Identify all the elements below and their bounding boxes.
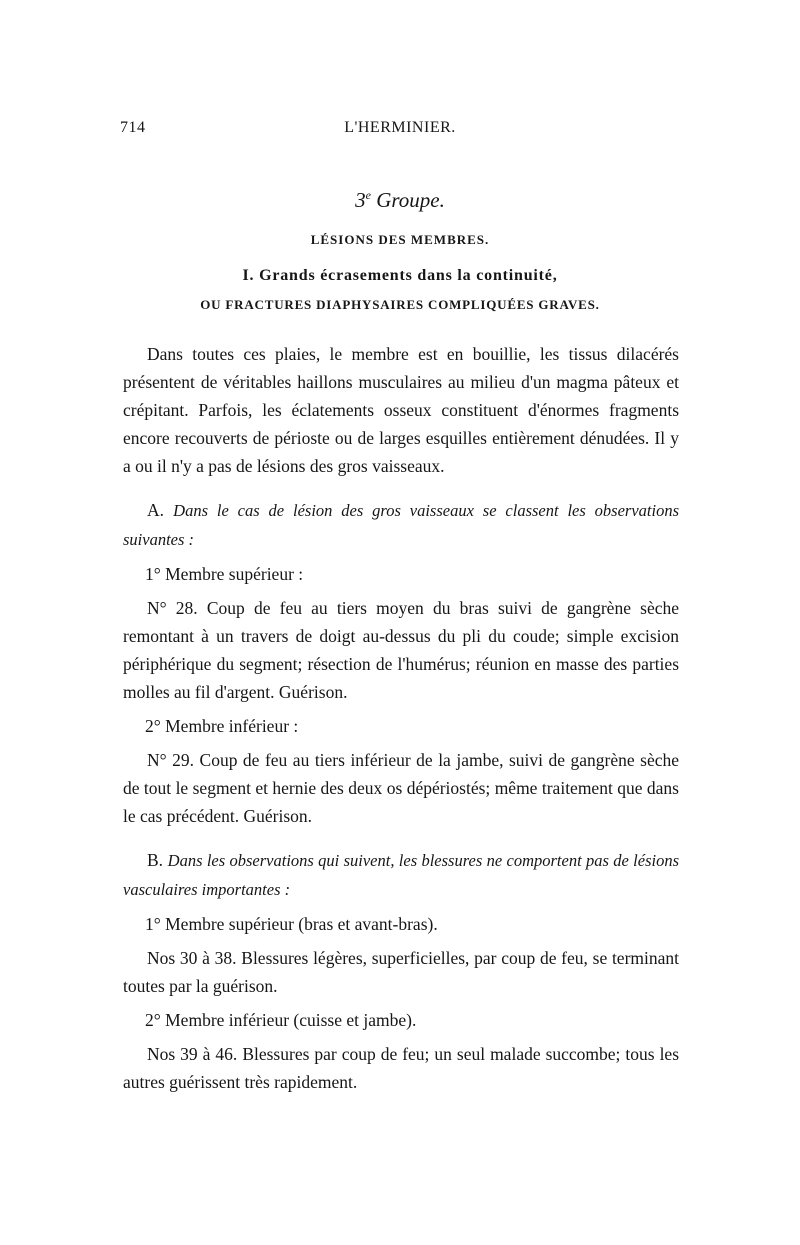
observations-30-38 [123, 944, 679, 1000]
group-number: 3 [355, 188, 366, 212]
page-number: 714 [120, 119, 146, 136]
observations-39-46 [123, 1040, 679, 1096]
part-a-subheading-lower: 2° Membre inférieur : [145, 716, 299, 736]
observation-28 [123, 594, 679, 706]
running-title: L'HERMINIER. [344, 119, 456, 136]
part-a-letter: A. [147, 500, 165, 520]
observation-29-label: N° 29. [147, 750, 195, 770]
group-number-suffix: e [365, 188, 371, 202]
part-b-subheading-upper: 1° Membre supérieur (bras et avant-bras). [145, 914, 438, 934]
main-text [123, 340, 679, 1096]
intro-paragraph: Dans toutes ces plaies, le membre est en bouillie, les tissus dilacérés présentent de véritables haillons musculaires au milieu d'un magma pâteux et crépitant. Parfois, les éclatements osseux constituent d'énormes fragments encore recouverts de périoste ou de larges esquilles entièrement dénudées. Il y a ou il n'y a pas de lésions des gros vaisseaux. [123, 344, 679, 476]
section-heading: LÉSIONS DES MEMBRES. [310, 232, 490, 247]
observation-28-text: Coup de feu au tiers moyen du bras suivi de gangrène sèche remontant à un travers de doigt au-dessus du pli du coude; simple excision périphérique du segment; résection de l'humérus; réunion en masse des parties molles au fil d'argent. Guérison. [123, 598, 679, 702]
group-label: Groupe. [376, 188, 445, 212]
observation-29 [123, 746, 679, 830]
part-b-heading [123, 846, 679, 904]
part-a-subheading-upper: 1° Membre supérieur : [145, 564, 304, 584]
observations-30-38-text: Blessures légères, superficielles, par coup de feu, se terminant toutes par la guérison. [123, 948, 679, 996]
observations-30-38-label: Nos 30 à 38. [147, 948, 237, 968]
part-b-subheading-lower: 2° Membre inférieur (cuisse et jambe). [145, 1010, 417, 1030]
part-a-heading [123, 496, 679, 554]
page-header [120, 119, 680, 143]
subsection-title-line2: OU FRACTURES DIAPHYSAIRES COMPLIQUÉES GRAVES. [200, 297, 600, 312]
group-title [120, 188, 680, 213]
observation-29-text: Coup de feu au tiers inférieur de la jambe, suivi de gangrène sèche de tout le segment et hernie des deux os dépériostés; même traitement que dans le cas précédent. Guérison. [123, 750, 679, 826]
observation-28-label: N° 28. [147, 598, 198, 618]
subsection-title-line1: I. Grands écrasements dans la continuité, [242, 267, 558, 284]
part-a-title: Dans le cas de lésion des gros vaisseaux se classent les observations suivantes : [123, 501, 679, 549]
part-b-letter: B. [147, 850, 164, 870]
part-b-title: Dans les observations qui suivent, les blessures ne comportent pas de lésions vasculaires importantes : [123, 851, 679, 899]
observations-39-46-label: Nos 39 à 46. [147, 1044, 238, 1064]
observations-39-46-text: Blessures par coup de feu; un seul malade succombe; tous les autres guérissent très rapidement. [123, 1044, 680, 1092]
